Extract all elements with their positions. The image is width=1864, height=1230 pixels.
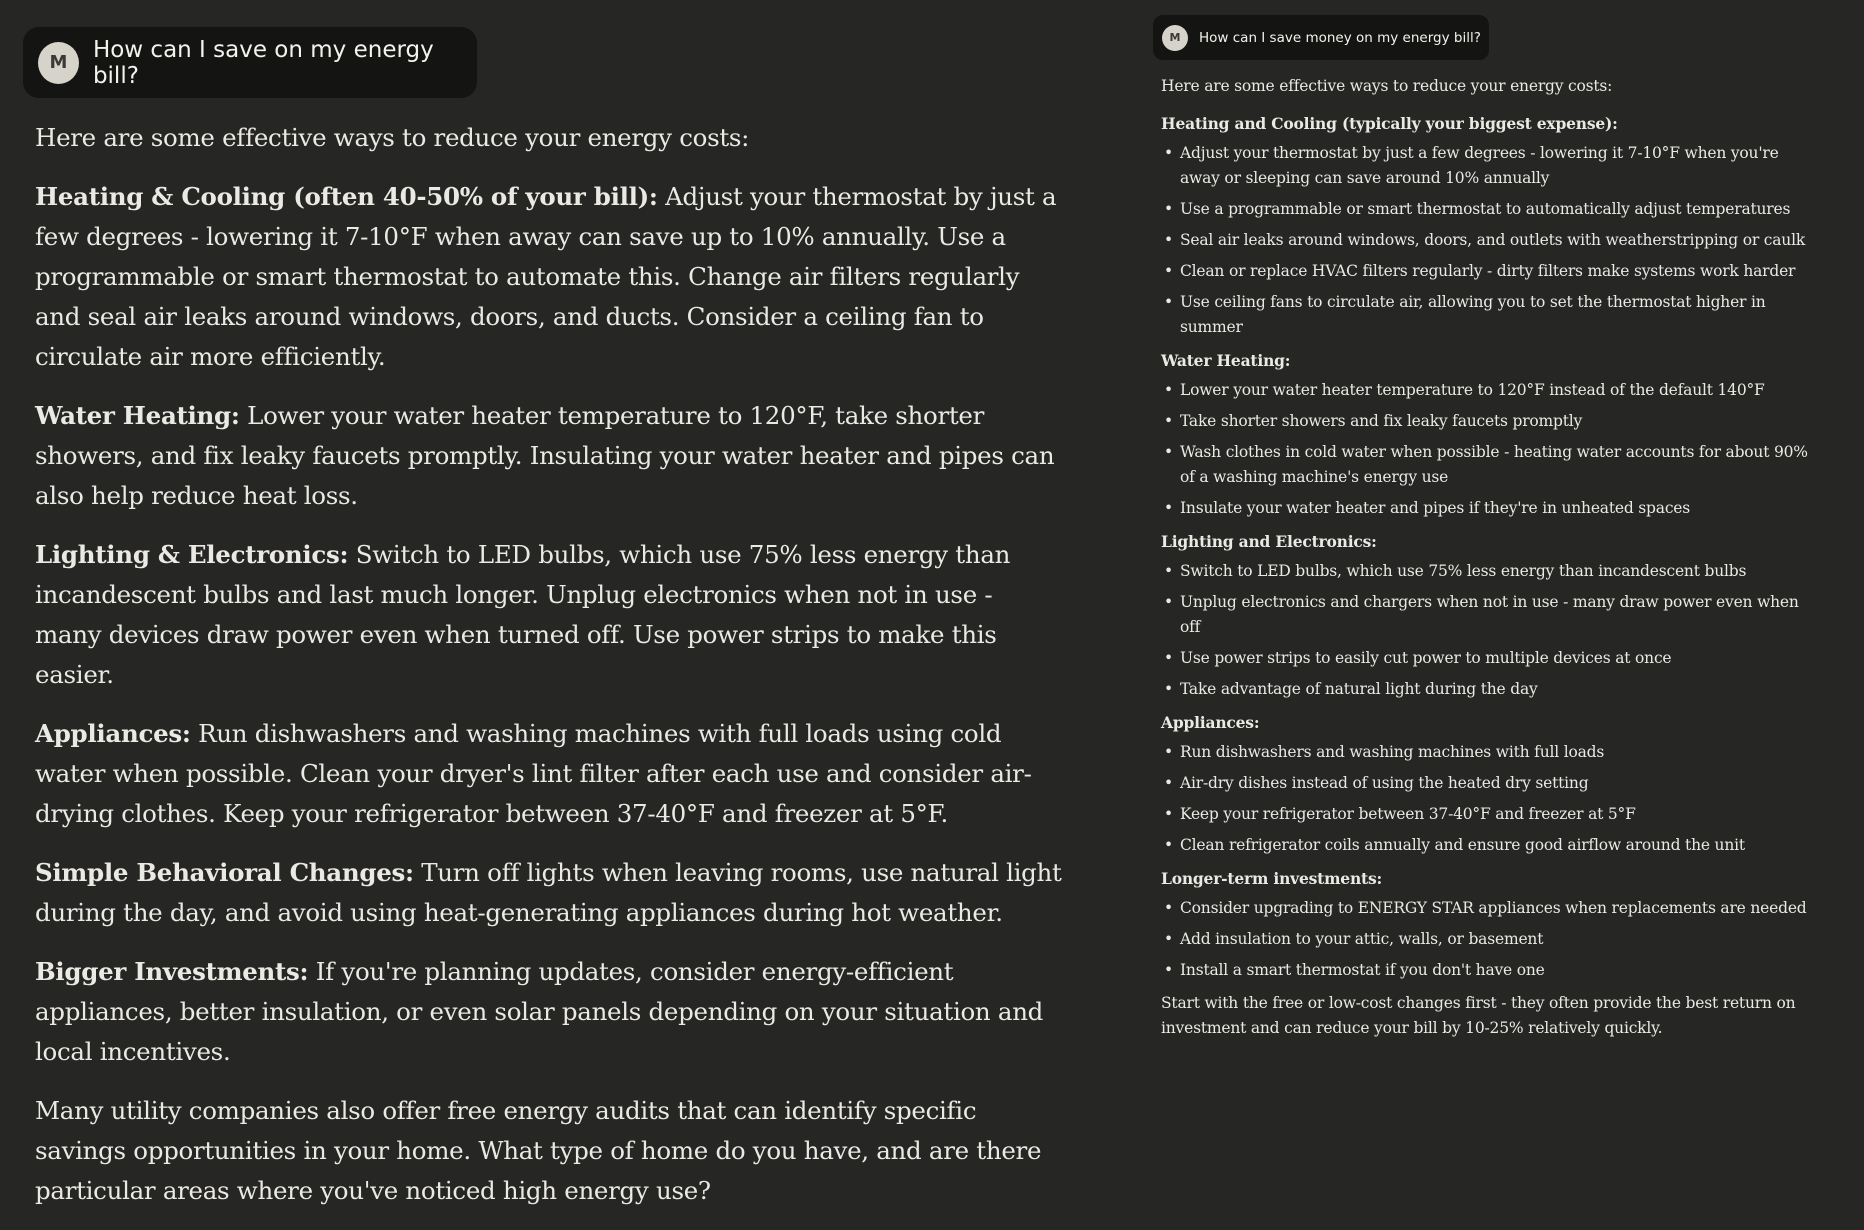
section-heading: Water Heating: — [35, 401, 240, 430]
assistant-response — [35, 118, 1065, 1230]
response-closing: Start with the free or low-cost changes first - they often provide the best return on investment and can reduce your bill by 10-25% relatively quickly. — [1161, 994, 1796, 1037]
list-item: • Use ceiling fans to circulate air, allowing you to set the thermostat higher in summer — [1161, 290, 1821, 340]
list-item: • Switch to LED bulbs, which use 75% less energy than incandescent bulbs — [1161, 559, 1821, 584]
section-heading: Heating & Cooling (often 40-50% of your bill): — [35, 182, 658, 211]
response-intro: Here are some effective ways to reduce your energy costs: — [1161, 77, 1613, 95]
list-appliances — [1161, 740, 1821, 858]
section-body: Lower your water heater temperature to 120°F, take shorter showers, and fix leaky faucets promptly. Insulating your water heater and pipes can also help reduce heat loss. — [35, 401, 1055, 510]
user-message[interactable] — [23, 27, 477, 98]
section-heading: Simple Behavioral Changes: — [35, 858, 414, 887]
list-item: • Run dishwashers and washing machines with full loads — [1161, 740, 1821, 765]
section-heading-water-heating: Water Heating: — [1161, 351, 1291, 370]
section-body: Switch to LED bulbs, which use 75% less energy than incandescent bulbs and last much longer. Unplug electronics when not in use - many devices draw power even when turned off. Use power strips to make this easier. — [35, 540, 1011, 689]
list-item: • Install a smart thermostat if you don't have one — [1161, 958, 1821, 983]
list-lighting-electronics — [1161, 559, 1821, 702]
list-item: • Take advantage of natural light during the day — [1161, 677, 1821, 702]
list-item: • Use a programmable or smart thermostat to automatically adjust temperatures — [1161, 197, 1821, 222]
section-lighting-electronics — [35, 535, 1065, 695]
user-avatar: M — [38, 42, 79, 84]
list-item: • Lower your water heater temperature to 120°F instead of the default 140°F — [1161, 378, 1821, 403]
list-item: • Wash clothes in cold water when possible - heating water accounts for about 90% of a washing machine's energy use — [1161, 440, 1821, 490]
list-item: • Seal air leaks around windows, doors, and outlets with weatherstripping or caulk — [1161, 228, 1821, 253]
list-longer-term — [1161, 896, 1821, 983]
list-item: • Air-dry dishes instead of using the heated dry setting — [1161, 771, 1821, 796]
list-item: • Consider upgrading to ENERGY STAR appliances when replacements are needed — [1161, 896, 1821, 921]
assistant-response — [1161, 74, 1821, 1053]
user-message[interactable] — [1153, 15, 1489, 60]
list-item: • Clean refrigerator coils annually and ensure good airflow around the unit — [1161, 833, 1821, 858]
list-water-heating — [1161, 378, 1821, 521]
list-item: • Adjust your thermostat by just a few degrees - lowering it 7-10°F when you're away or sleeping can save around 10% annually — [1161, 141, 1821, 191]
list-heating-cooling — [1161, 141, 1821, 340]
section-appliances — [35, 714, 1065, 834]
user-avatar: M — [1162, 25, 1188, 51]
list-item: • Unplug electronics and chargers when not in use - many draw power even when off — [1161, 590, 1821, 640]
list-item: • Insulate your water heater and pipes if they're in unheated spaces — [1161, 496, 1821, 521]
response-closing: Many utility companies also offer free energy audits that can identify specific savings opportunities in your home. What type of home do you have, and are there particular areas where you've noticed high energy use? — [35, 1096, 1042, 1205]
section-heading: Lighting & Electronics: — [35, 540, 349, 569]
user-prompt: How can I save money on my energy bill? — [1199, 29, 1481, 46]
section-bigger-investments — [35, 952, 1065, 1072]
list-item: • Keep your refrigerator between 37-40°F and freezer at 5°F — [1161, 802, 1821, 827]
list-item: • Add insulation to your attic, walls, or basement — [1161, 927, 1821, 952]
section-heading: Appliances: — [35, 719, 191, 748]
section-heading-longer-term: Longer-term investments: — [1161, 869, 1383, 888]
section-heading-appliances: Appliances: — [1161, 713, 1260, 732]
list-item: • Take shorter showers and fix leaky faucets promptly — [1161, 409, 1821, 434]
section-heading: Bigger Investments: — [35, 957, 309, 986]
response-intro: Here are some effective ways to reduce your energy costs: — [35, 123, 750, 152]
list-item: • Clean or replace HVAC filters regularly - dirty filters make systems work harder — [1161, 259, 1821, 284]
section-behavioral-changes — [35, 853, 1065, 933]
section-heating-cooling — [35, 177, 1065, 377]
user-prompt: How can I save on my energy bill? — [92, 36, 434, 89]
section-water-heating — [35, 396, 1065, 516]
list-item: • Use power strips to easily cut power to multiple devices at once — [1161, 646, 1821, 671]
section-body: Adjust your thermostat by just a few degrees - lowering it 7-10°F when away can save up to 10% annually. Use a programmable or smart thermostat to automate this. Change air filters regularly and seal air leaks around windows, doors, and ducts. Consider a ceiling fan to circulate air more efficiently. — [35, 182, 1057, 371]
section-heading-heating-cooling: Heating and Cooling (typically your biggest expense): — [1161, 114, 1618, 133]
section-heading-lighting-electronics: Lighting and Electronics: — [1161, 532, 1377, 551]
section-body: Turn off lights when leaving rooms, use natural light during the day, and avoid using heat-generating appliances during hot weather. — [35, 858, 1062, 927]
section-body: If you're planning updates, consider energy-efficient appliances, better insulation, or even solar panels depending on your situation and local incentives. — [35, 957, 1044, 1066]
section-body: Run dishwashers and washing machines with full loads using cold water when possible. Clean your dryer's lint filter after each use and consider air-drying clothes. Keep your refrigerator between 37-40°F and freezer at 5°F. — [35, 719, 1032, 828]
